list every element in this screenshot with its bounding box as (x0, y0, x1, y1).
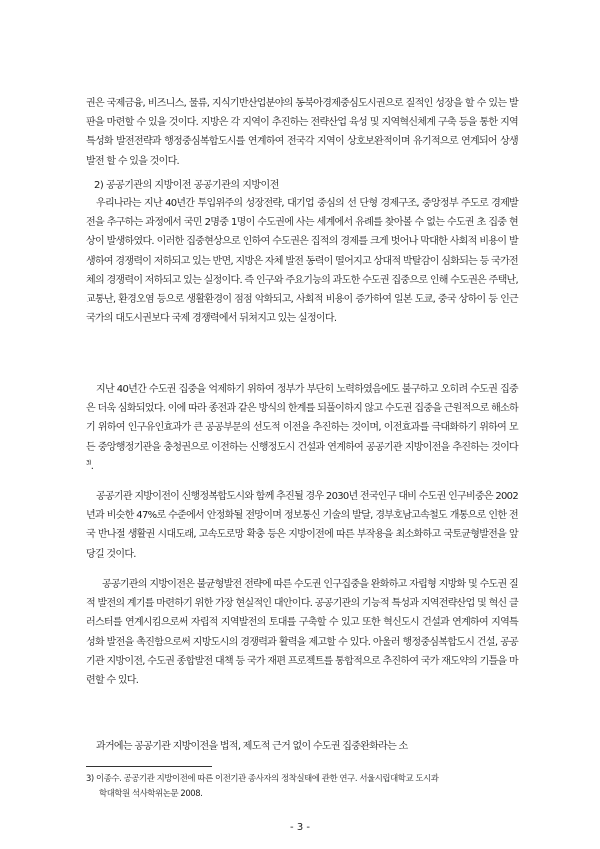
paragraph-3-text: 지난 40년간 수도권 집중을 억제하기 위하여 정부가 부단히 노력하였음에도 불구하고 오히려 수도권 집중은 더욱 심화되었다. 이에 따라 종전과 같은 방식의 한계를 되풀이하지 않고 수도권 집중을 근원적으로 해소하기 위하여 인구유인효과가 큰 공공부문의 선도적 이전을 추진하는 것이며, 이전효과를 극대화하기 위하여 모든 중앙행정기관을 충청권으로 이전하는 신행정도시 건설과 연계하여 공공기관 지방이전을 추진하는 것이다 (86, 384, 518, 453)
footnote (86, 771, 518, 801)
paragraph-4 (86, 487, 518, 564)
footnote-marker[interactable]: 3) (86, 459, 91, 467)
paragraph-2-text: 우리나라는 지난 40년간 투입위주의 성장전략, 대기업 중심의 선 단형 경제구조, 중앙정부 주도로 경제발전을 추구하는 과정에서 국민 2명중 1명이 수도권에 사는 세계에서 유례를 찾아볼 수 없는 수도권 초 집중 현상이 발생하였다. 이러한 집중현상으로 인하여 수도권은 집적의 경제를 크게 벗어나 막대한 사회적 비용이 발생하여 경쟁력이 저하되고 있는 반면, 지방은 자체 발전 동력이 떨어지고 상대적 박탈감이 심화되는 등 국가전체의 경쟁력이 저하되고 있는 실정이다. 즉 인구와 주요기능의 과도한 수도권 집중으로 인해 수도권은 주택난, 교통난, 환경오염 등으로 생활환경이 점점 악화되고, 사회적 비용이 증가하여 일본 도쿄, 중국 상하이 등 인근 국가의 대도시권보다 국제 경쟁력에서 뒤쳐지고 있는 실정이다. (86, 198, 518, 325)
paragraph-6 (86, 737, 518, 756)
paragraph-1: 권은 국제금융, 비즈니스, 물류, 지식기반산업분야의 동북아경제중심도시권으로 질적인 성장을 할 수 있는 발판을 마련할 수 있을 것이다. 지방은 각 지역이 추진하는 전략산업 육성 및 지역혁신체계 구축 등을 통한 지역특성화 발전전략과 행정중심복합도시를 연계하여 전국각 지역이 상호보완적이며 유기적으로 연계되어 상생발전 할 수 있을 것이다. (86, 98, 518, 167)
paragraph-5 (86, 575, 518, 690)
paragraph-3: 지난 40년간 수도권 집중을 억제하기 위하여 정부가 부단히 노력하였음에도 불구하고 오히려 수도권 집중은 더욱 심화되었다. 이에 따라 종전과 같은 방식의 한계를 되풀이하지 않고 수도권 집중을 근원적으로 해소하기 위하여 인구유인효과가 큰 공공부문의 선도적 이전을 추진하는 것이며, 이전효과를 극대화하기 위하여 모든 중앙행정기관을 충청권으로 이전하는 신행정도시 건설과 연계하여 공공기관 지방이전을 추진하는 것이다$^{3)}$. (86, 384, 518, 472)
page-number: - 3 - (290, 822, 310, 833)
footnote-line-1: 3) 이종수. 공공기관 지방이전에 따른 이전기관 종사자의 정착실태에 관한 연구. 서울시립대학교 도시과 (86, 773, 439, 783)
footnote-divider (86, 766, 212, 767)
section-heading: 2) 공공기관의 지방이전 공공기관의 지방이전 (94, 180, 279, 191)
paragraph-4-text: 공공기관 지방이전이 신행정복합도시와 함께 추진될 경우 2030년 전국인구 대비 수도권 인구비중은 2002년과 비슷한 47%로 수준에서 안정화될 전망이며 정보통신 기술의 발달, 경부호남고속철도 개통으로 인한 전국 반나절 생활권 시대도래, 고속도로망 확충 등은 지방이전에 따른 부작용을 최소화하고 국토균형발전을 앞당길 것이다. (86, 491, 519, 560)
paragraph-6-text: 과거에는 공공기관 지방이전을 법적, 제도적 근거 없이 수도권 집중완화라는 소 (96, 741, 408, 752)
paragraph-5-text: 공공기관의 지방이전은 불균형발전 전략에 따른 수도권 인구집중을 완화하고 자립형 지방화 및 수도권 질적 발전의 계기를 마련하기 위한 가장 현실적인 대안이다. 공공기관의 기능적 특성과 지역전략산업 및 혁신 클러스터를 연계시킴으로써 자립적 지역발전의 토대를 구축할 수 있고 또한 혁신도시 건설과 연계하여 지역특성화 발전을 촉진함으로써 지방도시의 경쟁력과 활력을 제고할 수 있다. 아울러 행정중심복합도시 건설, 공공기관 지방이전, 수도권 종합발전 대책 등 국가 재편 프로젝트를 통합적으로 추진하여 국가 재도약의 기틀을 마련할 수 있다. (86, 579, 518, 687)
paragraph-2 (86, 194, 518, 328)
footnote-line-2: 학대학원 석사학위논문 2008. (99, 788, 203, 798)
